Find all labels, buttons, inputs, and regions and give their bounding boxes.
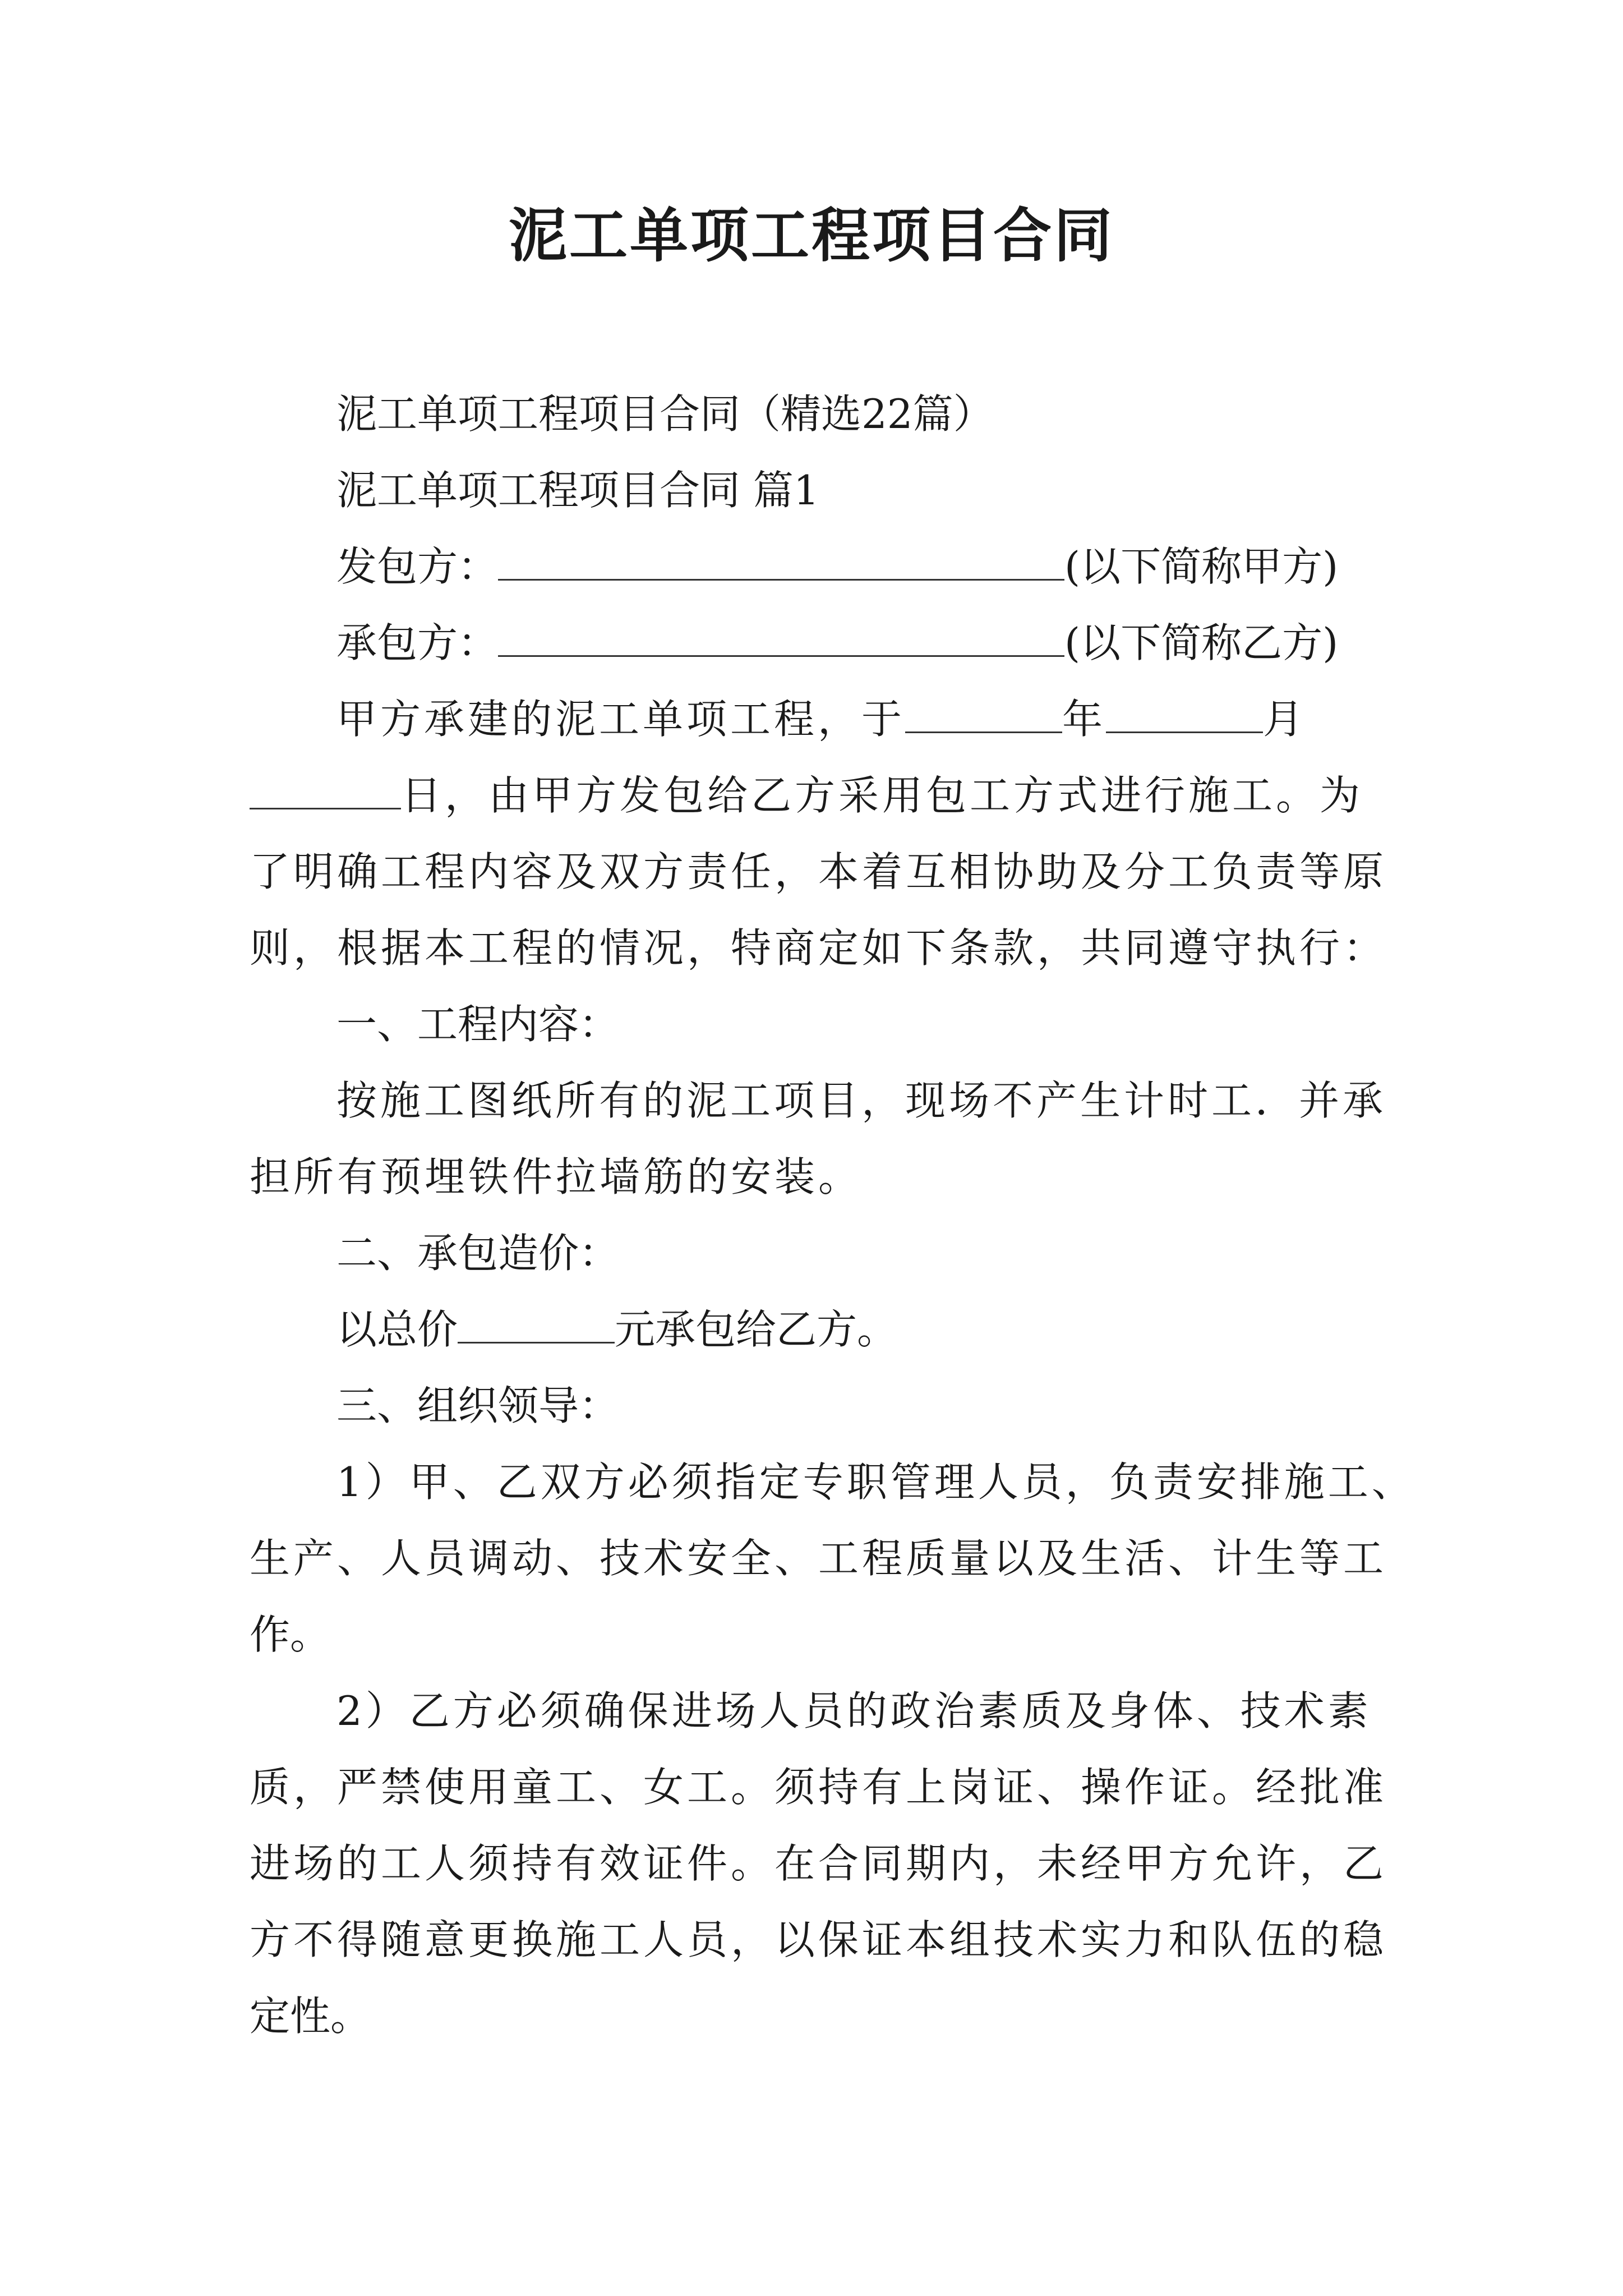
party-a-label: 发包方： — [336, 543, 499, 590]
intro-line-2 — [250, 757, 1394, 834]
party-b-label: 承包方： — [336, 619, 499, 666]
section3-item1-line-3: 作。 — [250, 1611, 331, 1658]
section3-item1-line-1: 1）甲、乙双方必须指定专职管理人员，负责安排施工、 — [336, 1458, 1415, 1506]
section2-price-line — [250, 1291, 1394, 1368]
subtitle: 泥工单项工程项目合同（精选22篇） — [336, 390, 994, 438]
intro-line-3: 了明确工程内容及双方责任，本着互相协助及分工负责等原 — [250, 848, 1387, 895]
section3-heading: 三、组织领导： — [336, 1382, 620, 1429]
party-b-line — [250, 605, 1394, 681]
section3-item2-line-5: 定性。 — [250, 1993, 371, 2040]
document-title: 泥工单项工程项目合同 — [508, 201, 1114, 270]
section1-line-2: 担所有预埋铁件拉墙筋的安装。 — [250, 1153, 863, 1200]
section2-heading: 二、承包造价： — [336, 1230, 620, 1277]
month-blank — [1106, 697, 1263, 733]
section1-line-1: 按施工图纸所有的泥工项目，现场不产生计时工．并承 — [336, 1077, 1387, 1124]
section3-item2-line-4: 方不得随意更换施工人员，以保证本组技术实力和队伍的稳 — [250, 1916, 1387, 1963]
intro-line-4: 则，根据本工程的情况，特商定如下条款，共同遵守执行： — [250, 924, 1387, 972]
party-b-blank — [498, 620, 1064, 657]
price-blank — [458, 1307, 615, 1343]
party-a-line — [250, 528, 1394, 605]
section3-item2-line-1: 2）乙方必须确保进场人员的政治素质及身体、技术素 — [336, 1687, 1372, 1734]
intro-year: 年 — [1062, 696, 1106, 743]
year-blank — [905, 697, 1062, 733]
section3-item1-line-2: 生产、人员调动、技术安全、工程质量以及生活、计生等工 — [250, 1535, 1387, 1582]
section1-heading: 一、工程内容： — [336, 1001, 620, 1048]
price-suffix: 元承包给乙方。 — [615, 1306, 898, 1353]
document-body — [250, 376, 1415, 2054]
party-a-suffix: (以下简称甲方) — [1064, 543, 1339, 590]
article-heading: 泥工单项工程项目合同 篇1 — [336, 467, 819, 514]
day-blank — [250, 773, 401, 809]
section3-item2-line-3: 进场的工人须持有效证件。在合同期内，未经甲方允许，乙 — [250, 1840, 1387, 1887]
intro-part1: 甲方承建的泥工单项工程，于 — [336, 696, 906, 743]
party-b-suffix: (以下简称乙方) — [1064, 619, 1339, 666]
party-a-blank — [498, 544, 1064, 581]
intro-month: 月 — [1263, 696, 1307, 743]
section3-item2-line-2: 质，严禁使用童工、女工。须持有上岗证、操作证。经批准 — [250, 1764, 1387, 1811]
price-prefix: 以总价 — [336, 1306, 458, 1353]
intro-line-1 — [250, 681, 1394, 757]
intro-line2: 日，由甲方发包给乙方采用包工方式进行施工。为 — [401, 772, 1364, 819]
